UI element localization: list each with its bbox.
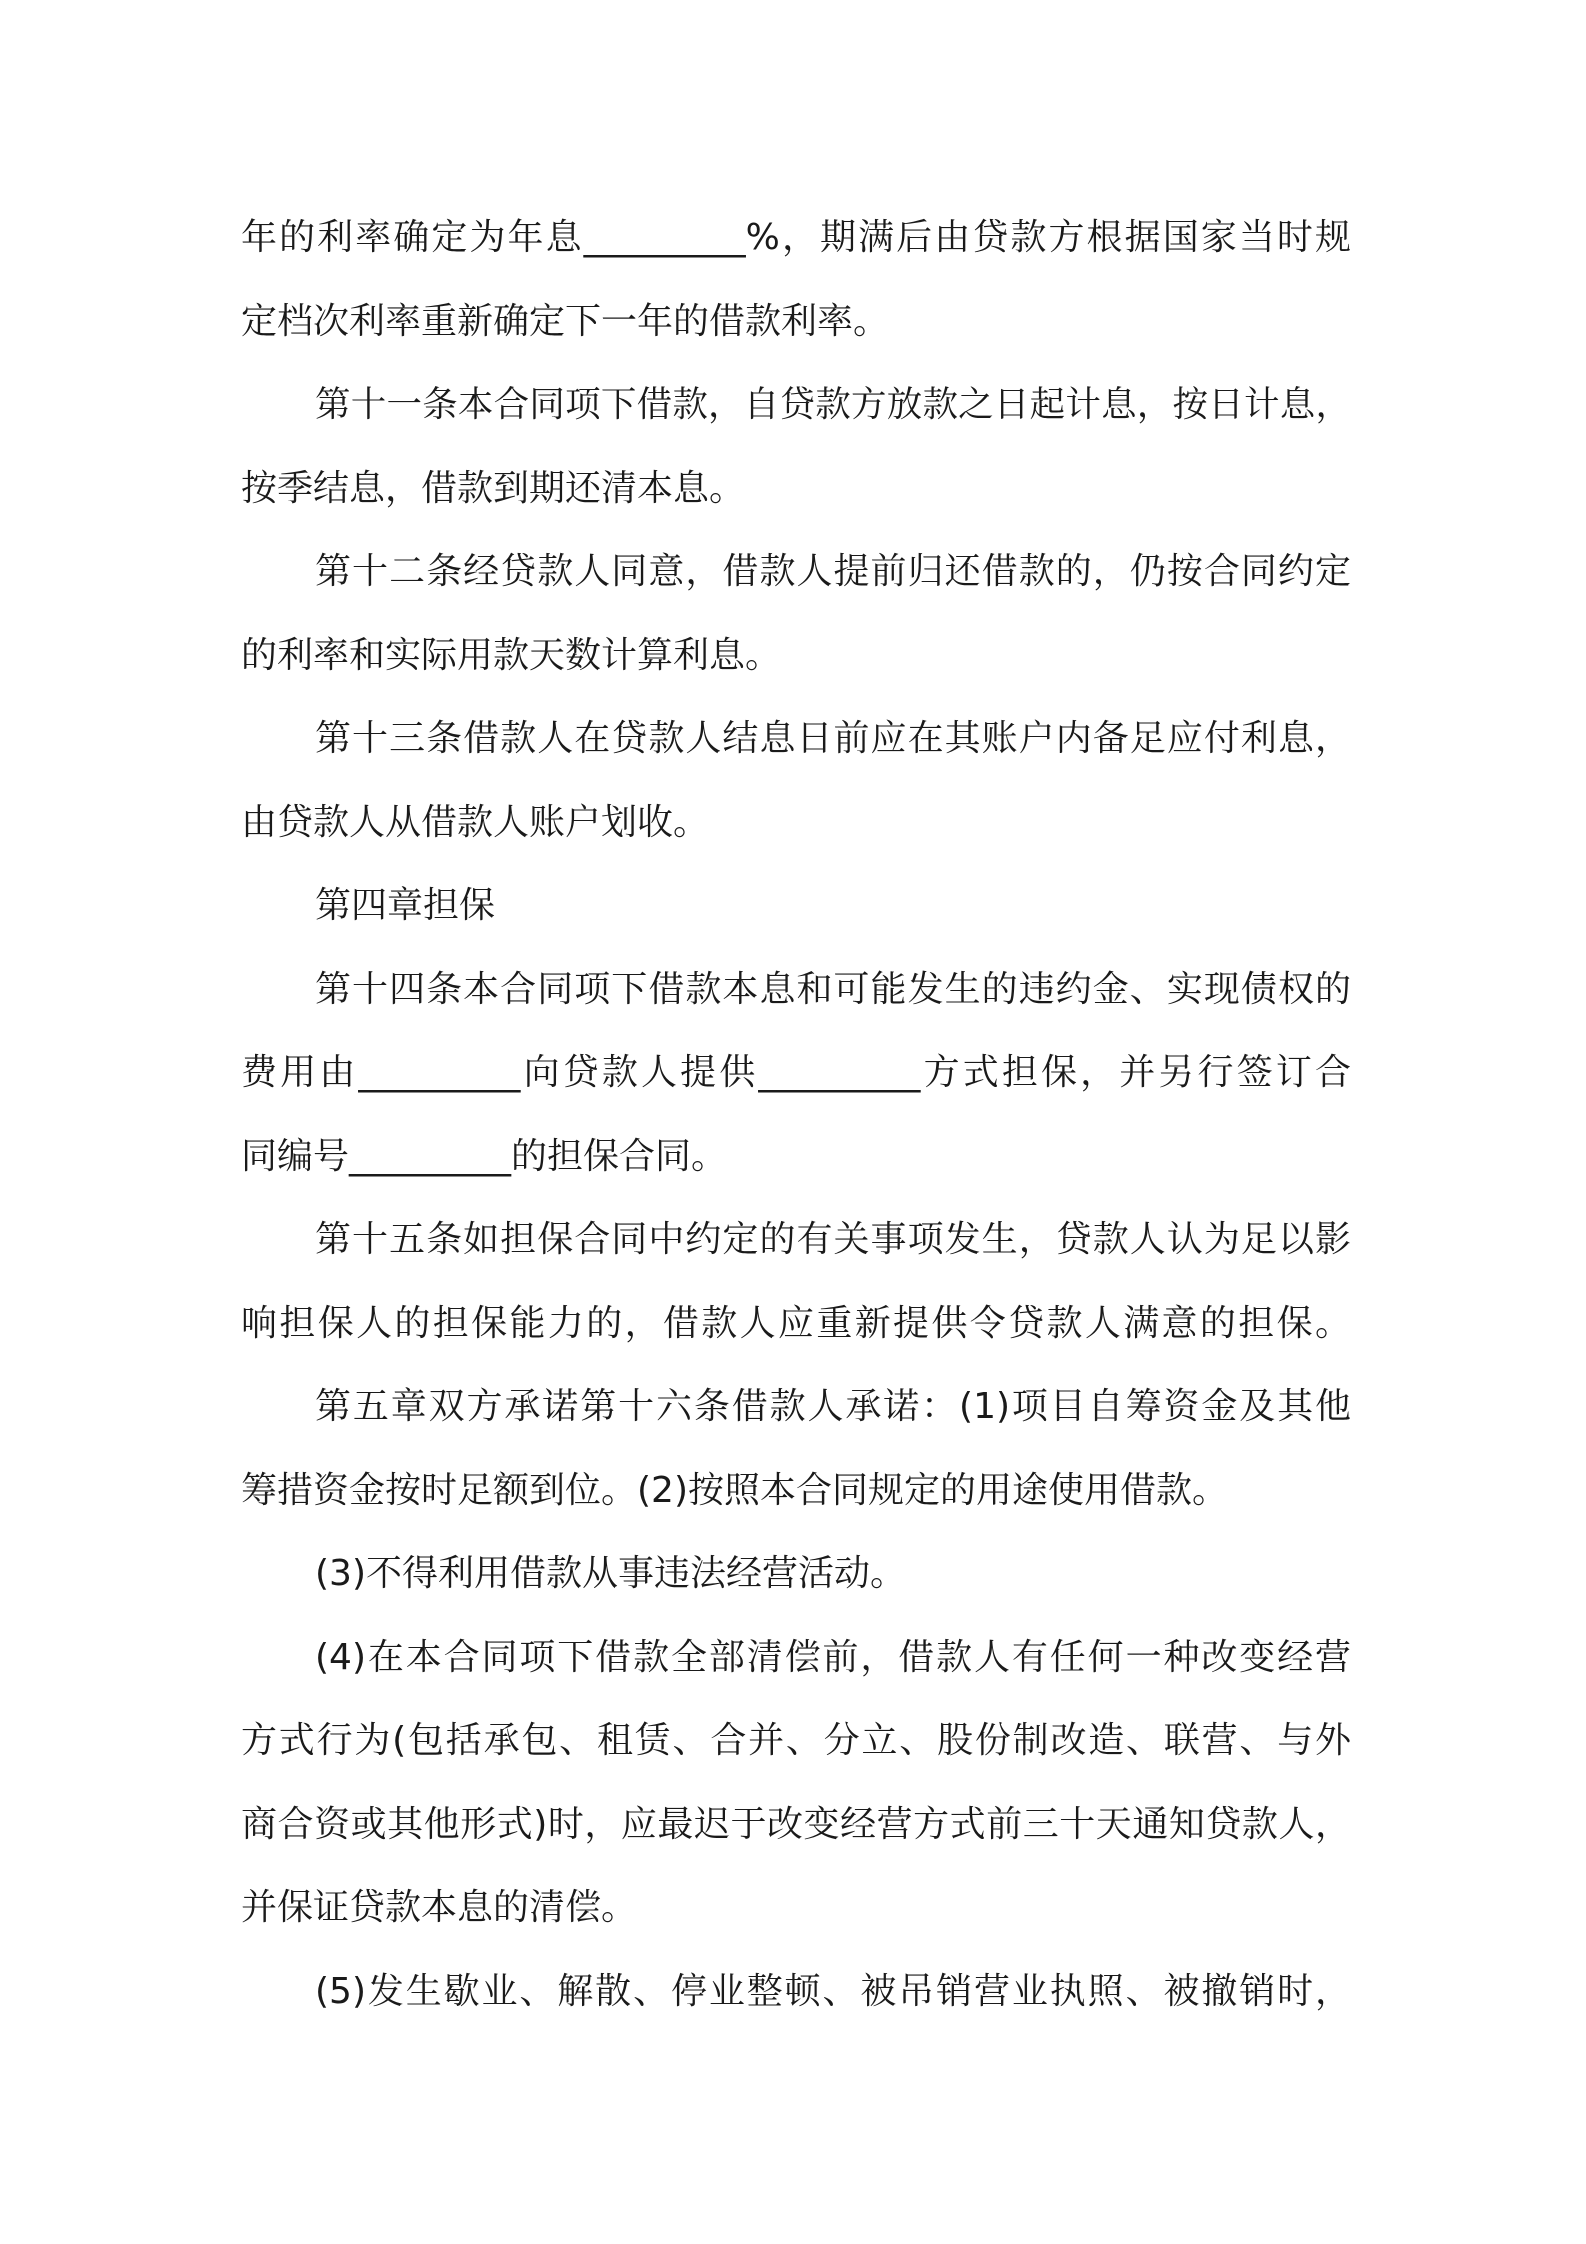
- text-line: [241, 1198, 1351, 1282]
- line-text: 筹措资金按时足额到位。(2)按照本合同规定的用途使用借款。: [241, 1469, 1228, 1511]
- text-line: [241, 1616, 1351, 1700]
- text-line: [241, 1699, 1351, 1783]
- text-line: [241, 1950, 1351, 2034]
- line-text: 商合资或其他形式)时，应最迟于改变经营方式前三十天通知贷款人，: [241, 1803, 1351, 1845]
- text-line: [241, 1449, 1351, 1533]
- line-text: (4)在本合同项下借款全部清偿前，借款人有任何一种改变经营: [315, 1636, 1351, 1678]
- line-text: 同编号_________的担保合同。: [241, 1135, 728, 1177]
- line-text: 由贷款人从借款人账户划收。: [241, 801, 710, 843]
- text-line: [241, 1031, 1351, 1115]
- line-text: (5)发生歇业、解散、停业整顿、被吊销营业执照、被撤销时，: [315, 1970, 1351, 2012]
- text-line: [241, 614, 1351, 698]
- text-line: [241, 1532, 1351, 1616]
- text-line: [241, 1783, 1351, 1867]
- line-text: 第十一条本合同项下借款，自贷款方放款之日起计息，按日计息，: [315, 384, 1351, 425]
- text-line: [241, 781, 1351, 865]
- line-text: (3)不得利用借款从事违法经营活动。: [315, 1553, 906, 1594]
- line-text: 年的利率确定为年息_________%，期满后由贷款方根据国家当时规: [241, 217, 1351, 258]
- line-text: 响担保人的担保能力的，借款人应重新提供令贷款人满意的担保。: [241, 1302, 1351, 1344]
- text-line: [241, 1282, 1351, 1366]
- line-text: 方式行为(包括承包、租赁、合并、分立、股份制改造、联营、与外: [241, 1720, 1351, 1761]
- text-line: [241, 1115, 1351, 1199]
- chapter-heading: [241, 864, 1351, 948]
- text-line: [241, 948, 1351, 1032]
- line-text: 第十五条如担保合同中约定的有关事项发生，贷款人认为足以影: [315, 1219, 1351, 1260]
- text-line: [241, 1365, 1351, 1449]
- line-text: 并保证贷款本息的清偿。: [241, 1887, 638, 1928]
- text-line: [241, 697, 1351, 781]
- line-text: 费用由_________向贷款人提供_________方式担保，并另行签订合: [241, 1052, 1351, 1093]
- text-line: [241, 363, 1351, 447]
- text-line: [241, 530, 1351, 614]
- contract-body-text: [241, 196, 1351, 2033]
- line-text: 第十四条本合同项下借款本息和可能发生的违约金、实现债权的: [315, 968, 1351, 1010]
- line-text: 第十三条借款人在贷款人结息日前应在其账户内备足应付利息，: [315, 718, 1351, 759]
- line-text: 的利率和实际用款天数计算利息。: [241, 634, 782, 676]
- line-text: 第十二条经贷款人同意，借款人提前归还借款的，仍按合同约定: [315, 551, 1351, 592]
- text-line: [241, 280, 1351, 364]
- line-text: 按季结息，借款到期还清本息。: [241, 467, 746, 509]
- line-text: 定档次利率重新确定下一年的借款利率。: [241, 300, 890, 342]
- text-line: [241, 1866, 1351, 1950]
- text-line: [241, 447, 1351, 531]
- text-line: [241, 196, 1351, 280]
- line-text: 第四章担保: [315, 885, 496, 926]
- line-text: 第五章双方承诺第十六条借款人承诺：(1)项目自筹资金及其他: [315, 1386, 1351, 1427]
